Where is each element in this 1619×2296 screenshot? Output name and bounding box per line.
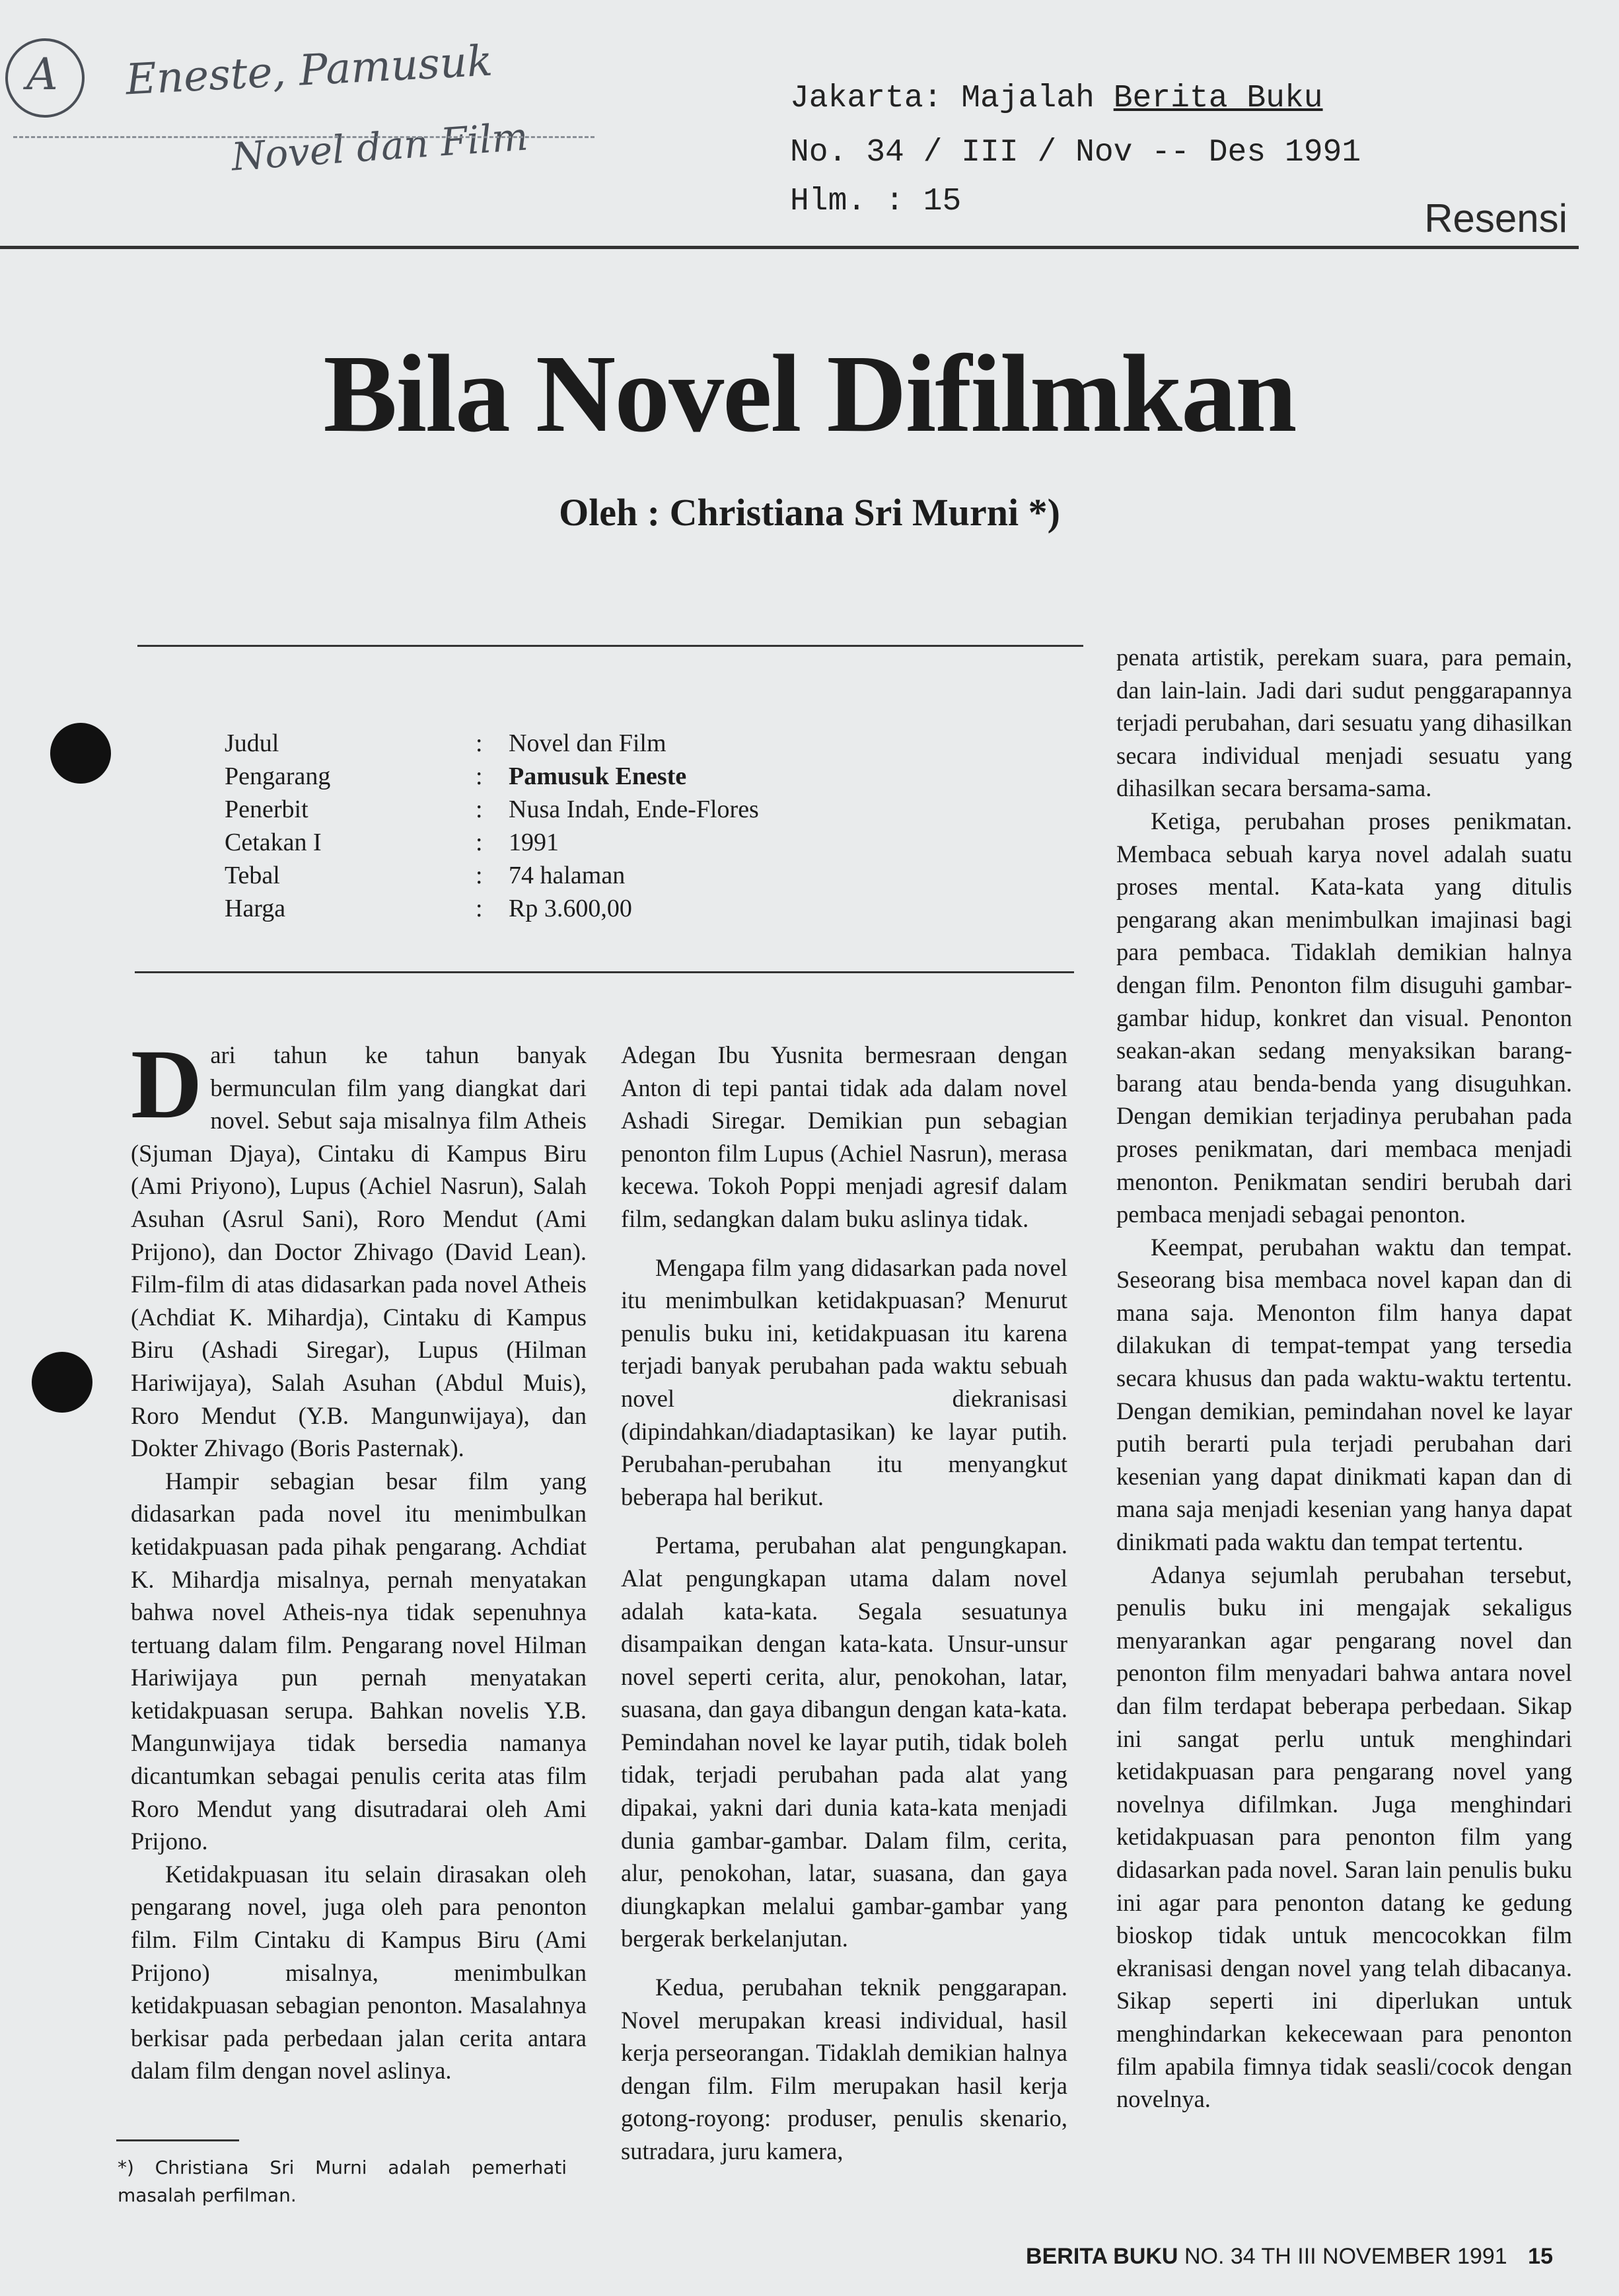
byline: Oleh : Christiana Sri Murni *) [559,491,1060,534]
handwritten-note-line1: Eneste, Pamusuk [124,36,494,105]
handwritten-number: A [26,49,58,100]
info-label: Penerbit [225,796,308,823]
info-value: Nusa Indah, Ende-Flores [509,796,759,823]
info-value: Pamusuk Eneste [509,762,687,790]
source-magazine: Berita Buku [1113,81,1323,116]
punch-hole-bottom [32,1352,92,1413]
source-page: Hlm. : 15 [790,184,962,219]
info-bottom-rule [135,971,1074,973]
footnote-rule [116,2139,239,2141]
article-column-2 [621,1039,1067,2168]
info-value: 1991 [509,829,559,856]
info-label: Cetakan I [225,829,322,856]
info-label: Judul [225,729,279,757]
source-city: Jakarta: [790,81,943,116]
source-issue: No. 34 / III / Nov -- Des 1991 [790,135,1361,170]
paragraph: Dari tahun ke tahun banyak bermunculan film yang diangkat dari novel. Sebut saja misalnya film Atheis (Sjuman Djaya), Cintaku di Kampus Biru (Ami Priyono), Lupus (Achiel Nasrun), Salah Asuhan (Asrul Sani), Roro Mendut (Ami Prijono), dan Doctor Zhivago (David Lean). Film-film di atas didasarkan pada novel Atheis (Achdiat K. Mihardja), Cintaku di Kampus Biru (Ashadi Siregar), Lupus (Hilman Hariwijaya), Salah Asuhan (Abdul Muis), Roro Mendut (Y.B. Mangunwijaya), dan Dokter Zhivago (Boris Pasternak). [131,1029,587,1462]
section-label: Resensi [1424,196,1567,241]
punch-hole-top [50,723,111,784]
info-sep: : [476,895,483,922]
info-sep: : [476,829,483,856]
source-line-1 [790,74,1323,123]
info-top-rule [137,645,1083,647]
footer-issue: NO. 34 TH III NOVEMBER 1991 [1184,2244,1507,2269]
paragraph: Hampir sebagian besar film yang didasarkan pada novel itu menimbulkan ketidakpuasan pada pihak pengarang. Achdiat K. Mihardja misalnya, pernah menyatakan bahwa novel Atheis-nya tidak sepenuhnya tertuang dalam film. Pengarang novel Hilman Hariwijaya pun pernah menyatakan ketidakpuasan serupa. Bahkan novelis Y.B. Mangunwijaya tidak bersedia namanya dicantumkan sebagai penulis cerita atas film Roro Mendut yang disutradarai oleh Ami Prijono. [131,1467,587,1855]
paragraph: Ketiga, perubahan proses penikmatan. Membaca sebuah karya novel adalah suatu proses mental. Kata-kata yang ditulis pengarang akan menimbulkan imajinasi bagi para pembaca. Tidaklah demikian halnya dengan film. Penonton film disuguhi gambar-gambar hidup, konkret dan visual. Penonton seakan-akan sedang menyaksikan barang-barang atau benda-benda yang disuguhkan. Dengan demikian terjadinya perubahan pada proses penikmatan, dari membaca menjadi menonton. Penikmatan sendiri berubah dari pembaca menjadi sebagai penonton. [1116,807,1572,1228]
paragraph: Keempat, perubahan waktu dan tempat. Seseorang bisa membaca novel kapan dan di mana saja. Menonton film hanya dapat dilakukan di tempat-tempat yang tersedia secara khusus dan pada waktu-waktu tertentu. Dengan demikian, pemindahan novel ke layar putih berarti pula terjadi perubahan dari kesenian yang dapat dinikmati kapan dan di mana saja menjadi kesenian yang hanya dapat dinikmati pada waktu dan tempat tertentu. [1116,1233,1572,1556]
info-sep: : [476,729,483,757]
paragraph: Adegan Ibu Yusnita bermesraan dengan Anton di tepi pantai tidak ada dalam novel Ashadi Siregar. Demikian pun sebagian penonton film Lupus (Achiel Nasrun), merasa kecewa. Tokoh Poppi menjadi agresif dalam film, sedangkan dalam buku aslinya tidak. [621,1041,1067,1232]
paragraph: Kedua, perubahan teknik penggarapan. Novel merupakan kreasi individual, hasil kerja perseorangan. Tidaklah demikian halnya dengan film. Film merupakan hasil kerja gotong-royong: produser, penulis skenario, sutradara, juru kamera, [621,1974,1067,2165]
page-footer [1026,2244,1553,2270]
footnote: *) Christiana Sri Murni adalah pemerhati masalah perfilman. [118,2157,567,2206]
paragraph: Mengapa film yang didasarkan pada novel itu menimbulkan ketidakpuasan? Menurut penulis buku ini, ketidakpuasan itu karena terjadi banyak perubahan pada waktu sebuah novel diekranisasi (dipindahkan/diadaptasikan) ke layar putih. Perubahan-perubahan itu menyangkut beberapa hal berikut. [621,1253,1067,1510]
drop-cap: D [131,1029,203,1139]
article-title: Bila Novel Difilmkan [323,332,1296,455]
footer-magazine: BERITA BUKU [1026,2244,1178,2269]
info-sep: : [476,862,483,889]
footer-page-number: 15 [1528,2244,1553,2269]
paragraph: Adanya sejumlah perubahan tersebut, penulis buku ini mengajak sekaligus menyarankan agar pengarang novel dan penonton film menyadari bahwa antara novel dan film terdapat beberapa perbedaan. Sikap ini sangat perlu untuk menghindari ketidakpuasan para pengarang novel yang novelnya difilmkan. Juga menghindari ketidakpuasan para penonton film yang didasarkan pada novel. Saran lain penulis buku ini agar para penonton datang ke gedung bioskop tidak untuk mencocokkan film ekranisasi dengan novel yang telah dibacanya. Sikap seperti ini diperlukan untuk menghindarkan kekecewaan para penonton film apabila fimnya tidak seasli/cocok dengan novelnya. [1116,1561,1572,2113]
info-label: Tebal [225,862,280,889]
header-rule [0,246,1579,249]
handwritten-underline [13,136,594,138]
info-label: Harga [225,895,286,922]
source-magazine-prefix: Majalah [961,81,1095,116]
paragraph: Pertama, perubahan alat pengungkapan. Alat pengungkapan utama dalam novel adalah kata-kata. Segala sesuatunya disampaikan dengan kata-kata. Unsur-unsur novel seperti cerita, alur, penokohan, latar, suasana, dan gaya dibangun dengan kata-kata. Pemindahan novel ke layar putih, tidak boleh tidak, terjadi perubahan pada alat yang dipakai, yakni dari dunia kata-kata menjadi dunia gambar-gambar. Dalam film, cerita, alur, penokohan, latar, suasana, dan gaya diungkapkan melalui gambar-gambar yang bergerak berkelanjutan. [621,1532,1067,1952]
info-sep: : [476,762,483,790]
article-column-1 [131,1029,587,2087]
paragraph: Ketidakpuasan itu selain dirasakan oleh pengarang novel, juga oleh para penonton film. Film Cintaku di Kampus Biru (Ami Prijono) misalnya, menimbulkan ketidakpuasan sebagian penonton. Masalahnya berkisar pada perbedaan jalan cerita antara dalam film dengan novel aslinya. [131,1860,587,2085]
info-sep: : [476,796,483,823]
article-column-3 [1116,641,1572,2116]
info-label: Pengarang [225,762,331,790]
info-value: Novel dan Film [509,729,666,757]
info-value: Rp 3.600,00 [509,895,632,922]
paragraph: penata artistik, perekam suara, para pemain, dan lain-lain. Jadi dari sudut penggarapannya terjadi perubahan, dari sesuatu yang dihasilkan secara individual menjadi sesuatu yang dihasilkan secara bersama-sama. [1116,644,1572,802]
info-value: 74 halaman [509,862,626,889]
handwritten-note-line2: Novel dan Film [230,114,530,180]
